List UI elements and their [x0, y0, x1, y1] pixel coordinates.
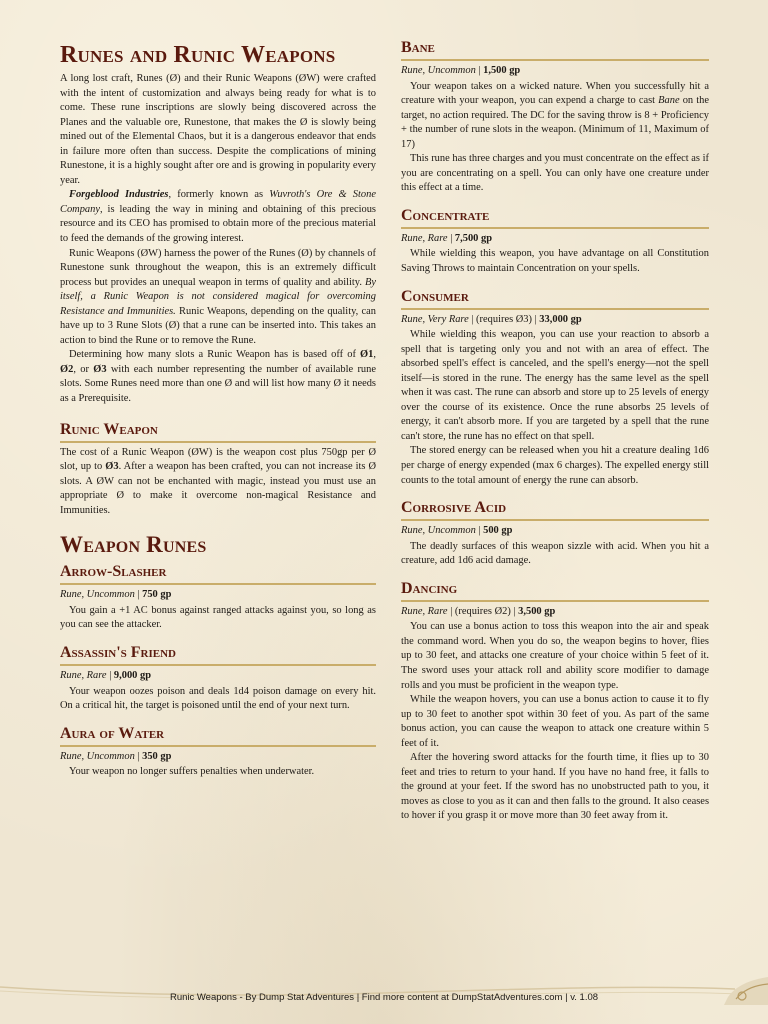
rune-description: You can use a bonus action to toss this weapon into the air and speak the command word. When you do so, the weapon begins to hover, flies up to 30 feet, and attacks one creature of your choice within 5 feet of it. The sword uses your attack roll and ability score modifier to damage rolls and you must be proficient in the weapon type.: [401, 621, 709, 691]
rune-type: Rune, Rare: [60, 669, 107, 681]
rune-cost: 1,500 gp: [483, 65, 521, 76]
rune-cost: 500 gp: [483, 525, 513, 537]
text-span: , is leading the way in mining and obtaining of this precious resource and its CEO has promised to obtain more of the precious material to feed the demands of the growing interest.: [60, 203, 376, 245]
rune-heading-aura-of-water: Aura of Water: [60, 724, 376, 747]
rune-description: [401, 80, 709, 153]
text-span: on the target, no action required. The DC for the saving throw is 8 + Proficiency + the number of rune slots in the weapon. (Minimum of 11, Maximum of 17): [401, 95, 709, 150]
rune-heading-consumer: Consumer: [401, 287, 709, 310]
right-column: [401, 38, 709, 824]
text-span: , or: [73, 363, 94, 375]
text-span: ,: [373, 349, 376, 361]
rune-meta: Rune, Rare | 9,000 gp: [60, 669, 152, 681]
rune-requirement: (requires Ø3): [476, 313, 532, 325]
rune-description: While wielding this weapon, you can use your reaction to absorb a spell that is targeting only you and not with an area of effect. The absorbed spell's effect is canceled, and the spell's energy—not the spell itself—is stored in the rune. The energy has the same level as the spell when it was cast. The rune can absorb and store up to 25 levels of energy over the course of its existence. Once the rune absorbs 25 levels of energy, it can't absorb more. If you are targeted by a spell that the rune can't store, the rune has no effect on that spell.: [401, 329, 709, 442]
slot-label: Ø1: [360, 349, 374, 361]
runic-weapon-heading: Runic Weapon: [60, 420, 376, 443]
rune-type: Rune, Rare: [401, 605, 448, 617]
rune-type: Rune, Very Rare: [401, 313, 469, 325]
rune-type: Rune, Uncommon: [401, 65, 476, 76]
rune-meta: Rune, Rare | (requires Ø2) | 3,500 gp: [401, 605, 556, 617]
rune-heading-bane: Bane: [401, 38, 709, 61]
magic-note: By itself, a Runic Weapon is not considered magical for overcoming Resistance and Immunities.: [60, 276, 376, 317]
left-column: [60, 38, 376, 780]
rune-cost: 9,000 gp: [113, 669, 152, 681]
former-company-name: Wuvroth's Ore & Stone Company: [60, 189, 376, 215]
rune-heading-concentrate: Concentrate: [401, 206, 709, 229]
rune-cost: 750 gp: [142, 589, 172, 601]
rune-type: Rune, Uncommon: [60, 589, 135, 601]
text-span: The cost of a Runic Weapon (ØW) is the weapon cost plus 750gp per Ø slot, up to: [60, 446, 376, 473]
slot-label: Ø3: [93, 363, 107, 375]
rune-cost: 3,500 gp: [518, 605, 556, 617]
rune-meta: Rune, Uncommon | 350 gp: [60, 750, 172, 762]
rune-cost: 350 gp: [142, 750, 172, 762]
rune-description: This rune has three charges and you must concentrate on the effect as if you are concentrating on a spell. You can only have one creature under this effect at a time.: [401, 153, 709, 194]
rune-type: Rune, Rare: [401, 232, 448, 244]
company-name: Forgeblood Industries: [69, 189, 169, 201]
intro-paragraph: A long lost craft, Runes (Ø) and their Runic Weapons (ØW) were crafted with the intent of customization and always being ready for what is to come. These rune inscriptions are slowly being discovered across the Planes and the valuable ore, Runestone, that makes the Ø is slowly being mined out of the Elemental Chaos, but it is a dangerous endeavor that ends in failure more often than success. Despite the complications of mining Runestone, it is a highly sought after ore and is growing in popularity every year.: [60, 73, 376, 186]
runic-weapon-paragraph: [60, 446, 376, 519]
forgeblood-paragraph: [60, 188, 376, 246]
slot-label: Ø2: [60, 363, 74, 375]
runic-weapons-paragraph: [60, 247, 376, 349]
rune-requirement: (requires Ø2): [454, 605, 511, 617]
text-span: with each number representing the number of available rune slots. Some Runes need more than one Ø and will list how many Ø it needs as a Prerequisite.: [60, 363, 376, 405]
text-span: , formerly known as: [168, 189, 270, 201]
page-footer: Runic Weapons - By Dump Stat Adventures | Find more content at DumpStatAdventures.com | v. 1.08: [169, 992, 599, 1003]
weapon-runes-title: Weapon Runes: [60, 532, 207, 558]
rune-type: Rune, Uncommon: [401, 525, 476, 537]
rune-meta: Rune, Uncommon | 500 gp: [401, 525, 513, 537]
page-title: Runes and Runic Weapons: [60, 42, 336, 68]
rune-description: The deadly surfaces of this weapon sizzle with acid. When you hit a creature, add 1d6 acid damage.: [401, 540, 709, 567]
rune-cost: 33,000 gp: [539, 313, 582, 325]
rune-meta: Rune, Rare | 7,500 gp: [401, 232, 493, 244]
rune-cost: 7,500 gp: [454, 232, 493, 244]
rune-description: While wielding this weapon, you have advantage on all Constitution Saving Throws to maintain Concentration on your spells.: [401, 248, 709, 275]
rune-heading-dancing: Dancing: [401, 579, 709, 602]
text-span: . After a weapon has been crafted, you can not increase its Ø slots. A ØW can not be enchanted with magic, instead you must use an appropriate Ø to make it overcome non-magical Resistance and Immunities.: [60, 461, 376, 516]
rune-meta: Rune, Uncommon | 1,500 gp: [401, 65, 521, 76]
slots-paragraph: [60, 348, 376, 406]
rune-meta: Rune, Very Rare | (requires Ø3) | 33,000 gp: [401, 313, 582, 325]
rune-description: You gain a +1 AC bonus against ranged attacks against you, so long as you can see the attacker.: [60, 604, 376, 631]
rune-heading-arrow-slasher: Arrow-Slasher: [60, 562, 376, 585]
text-span: Runic Weapons, depending on the quality, can have up to 3 Rune Slots (Ø) that a rune can be inserted into. This takes an action to bind the Rune or to remove the Rune.: [60, 305, 376, 346]
text-span: Runic Weapons (ØW) harness the power of the Runes (Ø) by channels of Runestone sunk throughout the weapon, this is an extremely difficult process but provides an unequal weapon in terms of quality and ability.: [60, 247, 376, 288]
rune-description: Your weapon no longer suffers penalties when underwater.: [69, 766, 315, 778]
rune-type: Rune, Uncommon: [60, 750, 135, 762]
rune-description: Your weapon oozes poison and deals 1d4 poison damage on every hit. On a critical hit, the target is poisoned until the end of your next turn.: [60, 685, 376, 712]
slot-label: Ø3: [105, 461, 119, 473]
rune-heading-assassins-friend: Assassin's Friend: [60, 643, 376, 666]
rune-description: After the hovering sword attacks for the fourth time, it flies up to 30 feet and tries to return to your hand. If you have no hand free, it falls to the ground at your feet. If the sword has no unobstructed path to you, it moves as close to you as it can and then falls to the ground. It also ceases to hover if you grasp it or move more than 30 feet away from it.: [401, 752, 709, 822]
rune-heading-corrosive-acid: Corrosive Acid: [401, 498, 709, 521]
rune-meta: Rune, Uncommon | 750 gp: [60, 589, 172, 601]
rune-description: The stored energy can be released when you hit a creature dealing 1d6 per charge of energy expended (max 6 charges). The expelled energy still counts to the total amount of energy the rune can absorb.: [401, 445, 709, 486]
text-span: Determining how many slots a Runic Weapon has is based off of: [69, 349, 361, 361]
text-span: Your weapon takes on a wicked nature. When you successfully hit a creature with your weapon, you can expend a charge to cast: [401, 80, 709, 107]
spell-name: Bane: [658, 95, 680, 107]
rune-description: While the weapon hovers, you can use a bonus action to cause it to fly up to 30 feet to another spot within 30 feet of you. As part of the same bonus action, you can cause the weapon to attack one creature within 5 feet of it.: [401, 694, 709, 749]
